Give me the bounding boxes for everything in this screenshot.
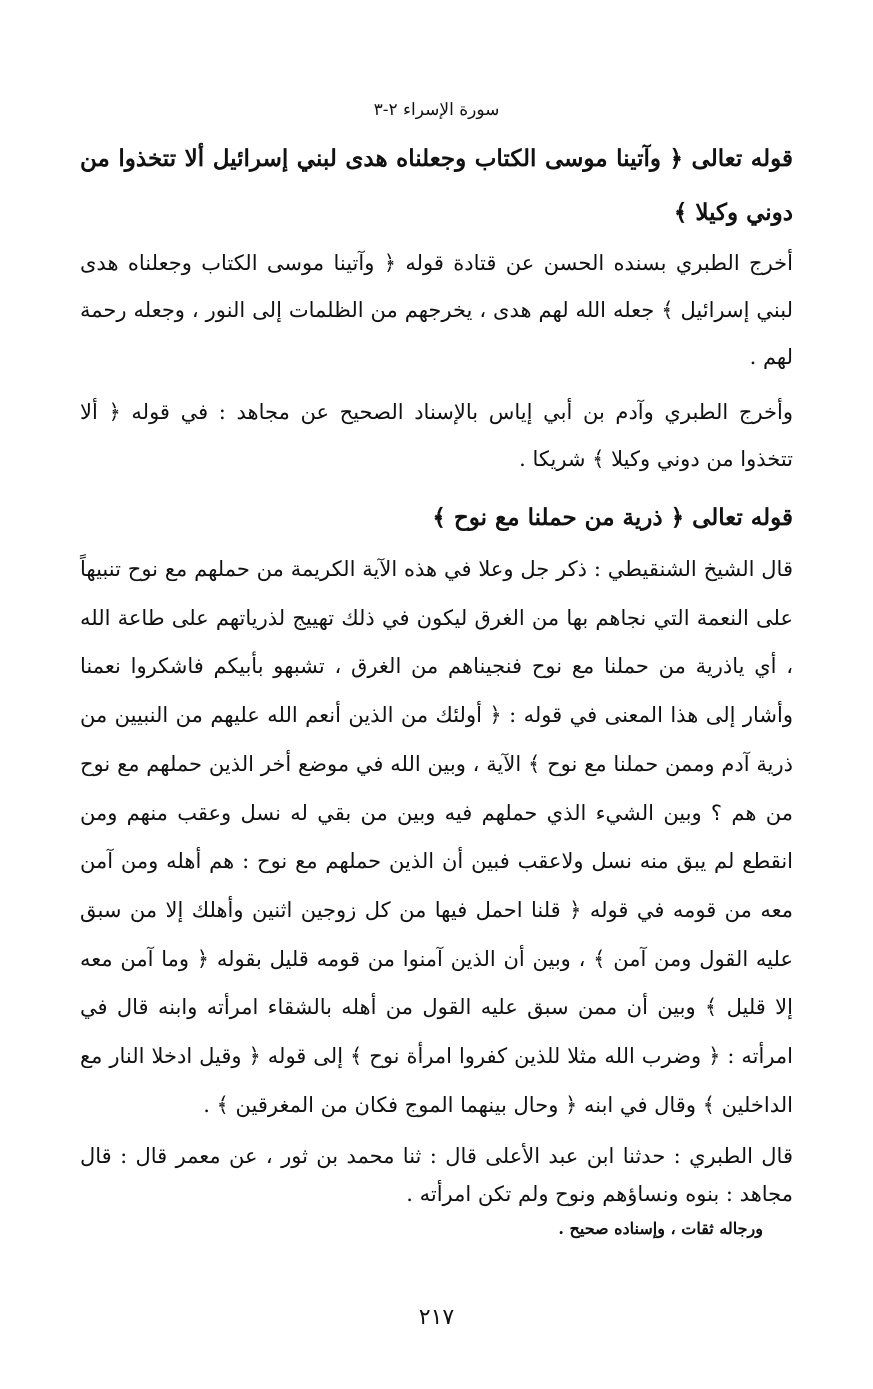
commentary-paragraph-4: قال الطبري : حدثنا ابن عبد الأعلى قال : ثنا محمد بن ثور ، عن معمر قال : قال مجاهد : بنوه ونساؤهم ونوح ولم تكن امرأته .: [80, 1144, 793, 1207]
verse-heading-1: قوله تعالى ﴿ وآتينا موسى الكتاب وجعلناه هدى لبني إسرائيل ألا تتخذوا من دوني وكيلا ﴾: [80, 145, 793, 226]
commentary-paragraph-1: أخرج الطبري بسنده الحسن عن قتادة قوله ﴿ وآتينا موسى الكتاب وجعلناه هدى لبني إسرائيل ﴾ جعله الله لهم هدى ، يخرجهم من الظلمات إلى النور ، وجعله رحمة لهم .: [80, 251, 793, 369]
commentary-paragraph-2: وأخرج الطبري وآدم بن أبي إياس بالإسناد الصحيح عن مجاهد : في قوله ﴿ ألا تتخذوا من دوني وكيلا ﴾ شريكا .: [80, 400, 793, 471]
page-body: [80, 132, 793, 1243]
running-header: سورة الإسراء ٢-٣: [373, 100, 500, 120]
page-number: ٢١٧: [418, 1305, 455, 1330]
commentary-paragraph-3: قال الشيخ الشنقيطي : ذكر جل وعلا في هذه الآية الكريمة من حملهم مع نوح تنبيهاً على النعمة التي نجاهم بها من الغرق ليكون في ذلك تهييج لذرياتهم على طاعة الله ، أي ياذرية من حملنا مع نوح فنجيناهم من الغرق ، تشبهو بأبيكم فاشكروا نعمنا وأشار إلى هذا المعنى في قوله : ﴿ أولئك من الذين أنعم الله عليهم من النبيين من ذرية آدم وممن حملنا مع نوح ﴾ الآية ، وبين الله في موضع أخر الذين حملهم مع نوح من هم ؟ وبين الشيء الذي حملهم فيه وبين من بقي له نسل وعقب منهم ومن انقطع لم يبق منه نسل ولاعقب فبين أن الذين حملهم مع نوح : هم أهله ومن آمن معه من قومه في قوله ﴿ قلنا احمل فيها من كل زوجين اثنين وأهلك إلا من سبق عليه القول ومن آمن ﴾ ، وبين أن الذين آمنوا من قومه قليل بقوله ﴿ وما آمن معه إلا قليل ﴾ وبين أن ممن سبق عليه القول من أهله بالشقاء امرأته وابنه قال في امرأته : ﴿ وضرب الله مثلا للذين كفروا امرأة نوح ﴾ إلى قوله ﴿ وقيل ادخلا النار مع الداخلين ﴾ وقال في ابنه ﴿ وحال بينهما الموج فكان من المغرقين ﴾ .: [80, 557, 793, 1117]
isnad-grading-note: ورجاله ثقات ، وإسناده صحيح .: [558, 1219, 763, 1239]
verse-heading-2: قوله تعالى ﴿ ذرية من حملنا مع نوح ﴾: [432, 504, 793, 531]
